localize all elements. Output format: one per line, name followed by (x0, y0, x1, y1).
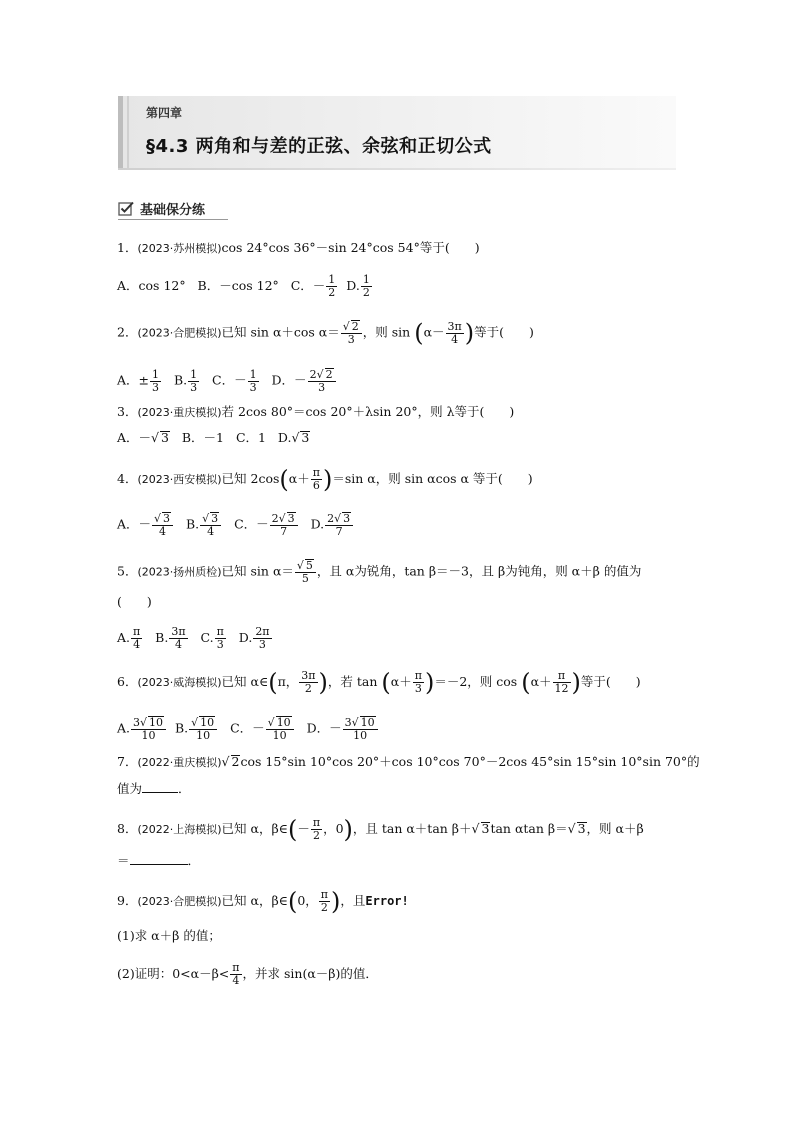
question-number: 9． (117, 893, 138, 908)
question-stem: α＋ (288, 471, 310, 486)
option-d: D. (346, 278, 360, 293)
paren: ( (279, 465, 289, 494)
question-2 (117, 320, 534, 346)
question-source: (2022·上海模拟) (137, 823, 222, 836)
option-d: D. (277, 430, 292, 445)
answer-blank[interactable] (142, 780, 178, 793)
question-stem: 等于( ) (580, 674, 641, 689)
question-source: (2023·重庆模拟) (137, 406, 222, 419)
question-9-part-2: (2)证明：0<α－β< $\frac{\pi}{4}$ ，并求 sin(α－β)的值． (117, 961, 378, 987)
question-stem: 已知 α，β∈ (221, 821, 288, 836)
question-source: (2023·合肥模拟) (137, 895, 222, 908)
paren: ) (343, 815, 353, 844)
question-stem: ，则 sin (362, 324, 411, 340)
question-stem: 已知 2cos (221, 471, 280, 486)
chapter-header (118, 96, 676, 168)
question-stem: 0， (297, 893, 318, 908)
question-1 (117, 240, 480, 257)
option-b: B．－cos 12° (197, 278, 279, 293)
paren: ) (571, 668, 581, 697)
paren: ( (414, 319, 424, 347)
question-number: 2． (117, 324, 138, 340)
question-stem: α＋ (530, 674, 552, 689)
question-8: 8．(2022·上海模拟)已知 α，β∈(－ $\frac{\pi}{2}$ ，0)，且 tan α＋tan β＋√ 3tan αtan β＝√ 3，则 α＋β (117, 815, 644, 844)
question-stem: ，且 tan α＋tan β＋ (352, 821, 472, 836)
option-a: A. (117, 720, 131, 736)
question-stem: 若 2cos 80°＝cos 20°＋λsin 20°，则 λ等于( ) (221, 404, 515, 419)
sub-question: (2)证明：0<α－β< (117, 966, 230, 981)
paren: ) (331, 887, 341, 916)
question-stem: cos 24°cos 36°－sin 24°cos 54°等于( ) (221, 240, 480, 255)
question-source: (2023·西安模拟) (137, 473, 222, 486)
question-number: 6． (117, 674, 138, 689)
fraction: $\frac{√ 2}{3}$ (341, 320, 362, 346)
question-5 (117, 559, 641, 585)
question-number: 3． (117, 404, 138, 419)
question-stem: ，且 α为锐角，tan β＝－3，且 β为钝角，则 α＋β 的值为 (316, 563, 642, 579)
option-b: B. (174, 720, 189, 736)
question-stem: α＋ (390, 674, 412, 689)
question-stem: 已知 sin α＝ (221, 563, 294, 579)
sub-question: ，并求 sin(α－β)的值． (242, 966, 378, 981)
punctuation: ． (178, 781, 191, 796)
question-stem: π， (277, 674, 299, 689)
question-stem: 已知 α∈ (221, 674, 269, 689)
question-number: 4． (117, 471, 138, 486)
question-stem: 已知 sin α＋cos α＝ (221, 324, 340, 340)
question-number: 5． (117, 563, 138, 579)
fraction: $\frac{3\pi}{4}$ (447, 319, 462, 346)
question-source: (2023·威海模拟) (137, 676, 222, 689)
option-c: C. (200, 630, 214, 645)
paren: ( (381, 668, 391, 697)
question-9-part-1 (117, 928, 221, 944)
question-stem: ＝sin α，则 sin αcos α 等于( ) (332, 471, 533, 486)
question-6-options: A. $\frac{3√ 10}{10}$ B. $\frac{√ 10}{10}$ C．－ $\frac{√ 10}{10}$ D．－ $\frac{3√ 10}{10}$ (117, 716, 379, 742)
answer-blank[interactable] (130, 852, 188, 865)
question-stem: － (297, 821, 310, 836)
question-source: (2023·苏州模拟) (137, 242, 222, 255)
option-c: C．－ (290, 278, 326, 293)
question-stem: 等于( ) (474, 324, 534, 340)
fraction: $\frac{1}{2}$ (362, 273, 370, 299)
question-1-options (117, 274, 373, 299)
fraction: $\frac{\pi}{6}$ (312, 466, 320, 492)
question-number: 1． (117, 240, 138, 255)
sub-question: (1)求 α＋β 的值； (117, 928, 221, 943)
option-b: B. (185, 516, 200, 532)
fraction: $\frac{√ 5}{5}$ (295, 559, 316, 585)
question-6: 6．(2023·威海模拟)已知 α∈(π， $\frac{3\pi}{2}$ )，若 tan (α＋ $\frac{\pi}{3}$ )＝－2，则 cos (α＋ $\frac{\pi}{12}$ )等于( ) (117, 668, 641, 697)
option-d: D．－ (271, 372, 307, 388)
question-9: 9．(2023·合肥模拟)已知 α，β∈(0， $\frac{\pi}{2}$ )，且Error! (117, 887, 409, 916)
question-4-options: A．－ $\frac{√ 3}{4}$ B. $\frac{√ 3}{4}$ C．－ $\frac{2√ 3}{7}$ D. $\frac{2√ 3}{7}$ (117, 512, 354, 538)
option-a: A．± (117, 372, 150, 388)
option-c: C．－ (212, 372, 247, 388)
question-8-line2 (117, 852, 200, 869)
question-3-options: A．－√ 3 B．－1 C．1 D.√ 3 (117, 430, 310, 445)
option-a: A. (117, 630, 131, 645)
punctuation: ． (187, 853, 201, 868)
question-stem: ＝ (117, 853, 130, 868)
paren: ( (268, 668, 278, 697)
question-3 (117, 404, 514, 421)
paren: ) (464, 319, 475, 347)
section-label: 基础保分练 (140, 203, 206, 218)
option-d: D. (238, 630, 253, 645)
question-stem: ＝－2，则 cos (434, 674, 518, 689)
option-d: D. (310, 516, 325, 532)
paren: ( (521, 668, 531, 697)
paren: ( (287, 887, 298, 916)
question-source: (2023·扬州质检) (137, 565, 222, 579)
answer-paren: ( ) (117, 594, 152, 609)
option-c: C．－ (234, 516, 269, 532)
paren: ) (424, 668, 435, 697)
check-icon (118, 200, 134, 216)
option-b: B．－1 (181, 430, 225, 445)
question-stem: α－ (423, 324, 445, 340)
question-source: (2022·重庆模拟) (137, 756, 222, 769)
option-a: A．cos 12° (117, 278, 186, 293)
question-stem: ，且 (340, 893, 366, 908)
paren: ) (318, 668, 328, 697)
option-a: A．－ (117, 516, 152, 532)
question-number: 8． (117, 821, 138, 836)
question-stem: 已知 α，β∈ (221, 893, 288, 908)
question-number: 7． (117, 754, 138, 769)
fraction: $\frac{1}{2}$ (328, 273, 336, 299)
question-stem: ，则 α＋β (586, 821, 644, 836)
paren: ( (287, 815, 298, 844)
question-7: 7．(2022·重庆模拟)√ 2cos 15°sin 10°cos 20°＋cos 10°cos 70°－2cos 45°sin 15°sin 10°sin 70°的 (117, 754, 700, 769)
question-4 (117, 467, 533, 492)
question-5-paren (117, 594, 152, 610)
question-stem: cos 15°sin 10°cos 20°＋cos 10°cos 70°－2cos 45°sin 15°sin 10°sin 70°的 (240, 754, 700, 769)
question-7-line2 (117, 780, 191, 797)
question-stem: tan αtan β＝ (490, 821, 568, 836)
option-b: B. (155, 630, 169, 645)
option-c: C．－ (230, 720, 265, 736)
option-a: A．－ (117, 430, 152, 445)
section-underline (118, 219, 228, 220)
header-accent-bar-thin (127, 96, 129, 168)
question-stem: ，若 tan (327, 674, 378, 689)
question-source: (2023·合肥模拟) (137, 326, 222, 340)
paren: ) (322, 465, 333, 494)
question-stem: 值为 (117, 781, 143, 796)
option-b: B. (173, 372, 188, 388)
header-divider (118, 168, 676, 170)
question-stem: ，0 (323, 821, 344, 836)
error-text: Error! (365, 894, 409, 908)
option-c: C．1 (235, 430, 266, 445)
question-2-options: A．± $\frac{1}{3}$ B. $\frac{1}{3}$ C．－ $\frac{1}{3}$ D．－ $\frac{2√ 2}{3}$ (117, 368, 337, 394)
question-5-options: A. $\frac{\pi}{4}$ B. $\frac{3\pi}{4}$ C. $\frac{\pi}{3}$ D. $\frac{2\pi}{3}$ (117, 625, 270, 651)
chapter-label: 第四章 (146, 106, 183, 120)
option-d: D．－ (306, 720, 342, 736)
page-title: §4.3 两角和与差的正弦、余弦和正切公式 (146, 136, 492, 157)
header-accent-bar (118, 96, 123, 168)
